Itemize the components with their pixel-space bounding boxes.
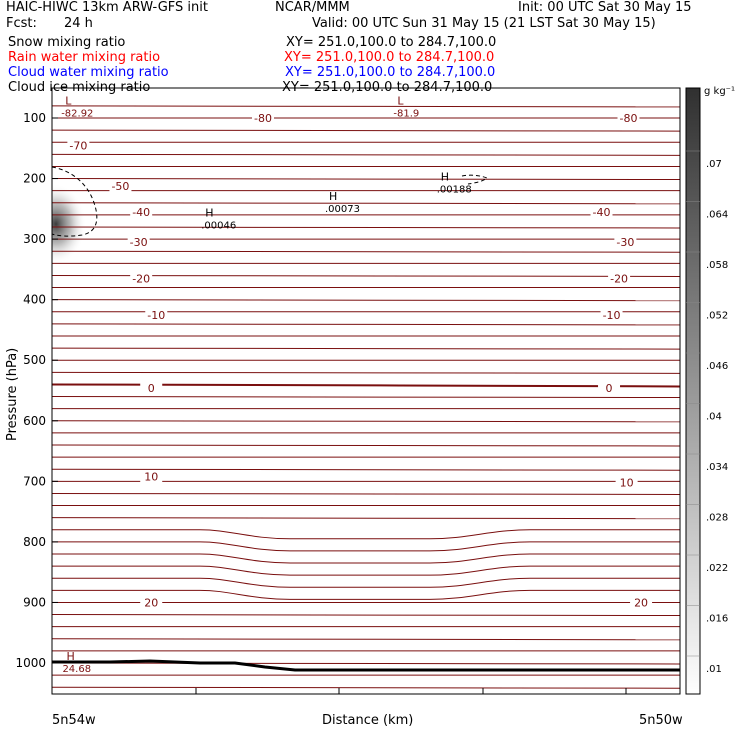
contour-label: -50 bbox=[111, 179, 130, 193]
contour-label: 10 bbox=[144, 470, 159, 484]
terrain-surface bbox=[52, 661, 680, 670]
temperature-contour bbox=[52, 348, 680, 349]
contour-label: 0 bbox=[147, 382, 155, 396]
temperature-contour bbox=[52, 227, 680, 228]
colorbar bbox=[686, 88, 700, 694]
x-start-label: 5n54w bbox=[52, 713, 96, 728]
colorbar-tick-label: .016 bbox=[706, 613, 729, 625]
contour-label: -80 bbox=[619, 112, 638, 125]
colorbar-tick-label: .04 bbox=[706, 411, 722, 423]
y-axis-label: Pressure (hPa) bbox=[5, 347, 20, 441]
contour-label: -30 bbox=[129, 236, 148, 250]
contour-label: -10 bbox=[602, 308, 621, 322]
cloud-ice-shading bbox=[26, 184, 86, 264]
y-tick-label: 1000 bbox=[15, 656, 46, 670]
field-name-cloud-water: Cloud water mixing ratio bbox=[8, 65, 169, 80]
temperature-contour bbox=[52, 421, 680, 422]
contour-label: -20 bbox=[610, 272, 629, 286]
extremum-mark: H bbox=[205, 206, 214, 220]
contour-label: -80 bbox=[254, 112, 272, 125]
y-tick-label: 700 bbox=[23, 474, 46, 489]
colorbar-tick-label: .064 bbox=[706, 209, 729, 221]
contour-label: -40 bbox=[592, 205, 611, 219]
contour-label: -10 bbox=[147, 308, 166, 322]
init-time: Init: 00 UTC Sat 30 May 15 bbox=[518, 0, 692, 15]
contour-label: -20 bbox=[132, 272, 151, 286]
x-end-label: 5n50w bbox=[639, 713, 683, 728]
colorbar-tick-label: .034 bbox=[706, 462, 729, 473]
contour-label: 0 bbox=[605, 382, 613, 396]
extremum-value: 24.68 bbox=[62, 663, 92, 675]
temperature-contour bbox=[52, 639, 680, 640]
colorbar-tick-label: .028 bbox=[706, 512, 729, 524]
temperature-contour bbox=[52, 203, 680, 204]
extremum-value: .00188 bbox=[436, 184, 472, 196]
contour-label: -30 bbox=[616, 236, 635, 250]
temperature-contour bbox=[52, 251, 680, 252]
temperature-contour bbox=[52, 445, 680, 446]
y-tick-label: 500 bbox=[23, 353, 46, 368]
temperature-contour bbox=[52, 615, 680, 616]
extremum-mark: H bbox=[440, 170, 450, 184]
field-name-rain: Rain water mixing ratio bbox=[8, 50, 161, 65]
temperature-contour bbox=[52, 493, 680, 494]
field-xy-snow: XY= 251.0,100.0 to 284.7,100.0 bbox=[286, 35, 497, 50]
org-label: NCAR/MMM bbox=[275, 0, 350, 15]
y-tick-label: 600 bbox=[23, 413, 46, 428]
extremum-value: -81.9 bbox=[393, 108, 420, 120]
contour-label: -40 bbox=[132, 205, 151, 219]
colorbar-unit: g kg⁻¹ bbox=[704, 86, 735, 97]
temperature-contour bbox=[52, 530, 680, 539]
contour-label: 20 bbox=[634, 596, 649, 610]
extremum-value: .00046 bbox=[201, 220, 237, 232]
valid-time: Valid: 00 UTC Sun 31 May 15 (21 LST Sat 30 May 15) bbox=[312, 16, 656, 31]
contour-label: 10 bbox=[619, 476, 634, 490]
temperature-contour bbox=[52, 578, 680, 587]
colorbar-tick-label: .022 bbox=[706, 563, 729, 574]
y-tick-label: 900 bbox=[23, 595, 46, 610]
field-xy-cloud-water: XY= 251.0,100.0 to 284.7,100.0 bbox=[285, 65, 496, 80]
temperature-contour bbox=[52, 324, 680, 325]
temperature-contour bbox=[52, 154, 680, 155]
extremum-mark: L bbox=[397, 94, 404, 108]
y-tick-label: 400 bbox=[23, 292, 46, 307]
colorbar-tick-label: .046 bbox=[706, 361, 729, 372]
temperature-contour bbox=[52, 397, 680, 398]
colorbar-tick-label: .058 bbox=[706, 260, 729, 271]
x-axis-label: Distance (km) bbox=[322, 713, 414, 728]
temperature-contour bbox=[52, 179, 680, 180]
contour-label: 20 bbox=[144, 596, 159, 610]
model-title: HAIC-HIWC 13km ARW-GFS init bbox=[6, 0, 208, 15]
contour-label: -70 bbox=[69, 139, 88, 153]
extremum-mark: H bbox=[66, 649, 75, 663]
temperature-contour bbox=[52, 300, 680, 301]
temperature-contour bbox=[52, 663, 680, 664]
temperature-contour bbox=[52, 554, 680, 563]
extremum-value: .00073 bbox=[324, 203, 360, 215]
colorbar-tick-label: .052 bbox=[706, 310, 729, 322]
temperature-contour bbox=[52, 130, 680, 131]
y-tick-label: 300 bbox=[23, 232, 46, 247]
temperature-contour bbox=[52, 518, 680, 519]
field-xy-rain: XY= 251.0,100.0 to 284.7,100.0 bbox=[284, 50, 495, 65]
y-tick-label: 800 bbox=[23, 534, 46, 549]
temperature-contour bbox=[52, 372, 680, 373]
extremum-value: -82.92 bbox=[61, 108, 94, 120]
forecast-label: Fcst: bbox=[6, 16, 37, 31]
extremum-mark: H bbox=[328, 189, 338, 203]
temperature-contour bbox=[52, 542, 680, 551]
field-xy-cloud-ice: XY= 251.0,100.0 to 284.7,100.0 bbox=[282, 80, 493, 95]
extremum-mark: L bbox=[65, 94, 72, 108]
colorbar-tick-label: .01 bbox=[706, 664, 722, 675]
temperature-contour bbox=[52, 106, 680, 107]
y-tick-label: 100 bbox=[23, 111, 46, 125]
field-name-cloud-ice: Cloud ice mixing ratio bbox=[8, 80, 151, 95]
forecast-hours: 24 h bbox=[64, 16, 93, 31]
colorbar-tick-label: .07 bbox=[706, 159, 722, 170]
y-tick-label: 200 bbox=[23, 171, 46, 186]
temperature-contour bbox=[52, 566, 680, 575]
field-name-snow: Snow mixing ratio bbox=[8, 35, 126, 50]
temperature-contour bbox=[52, 687, 680, 688]
